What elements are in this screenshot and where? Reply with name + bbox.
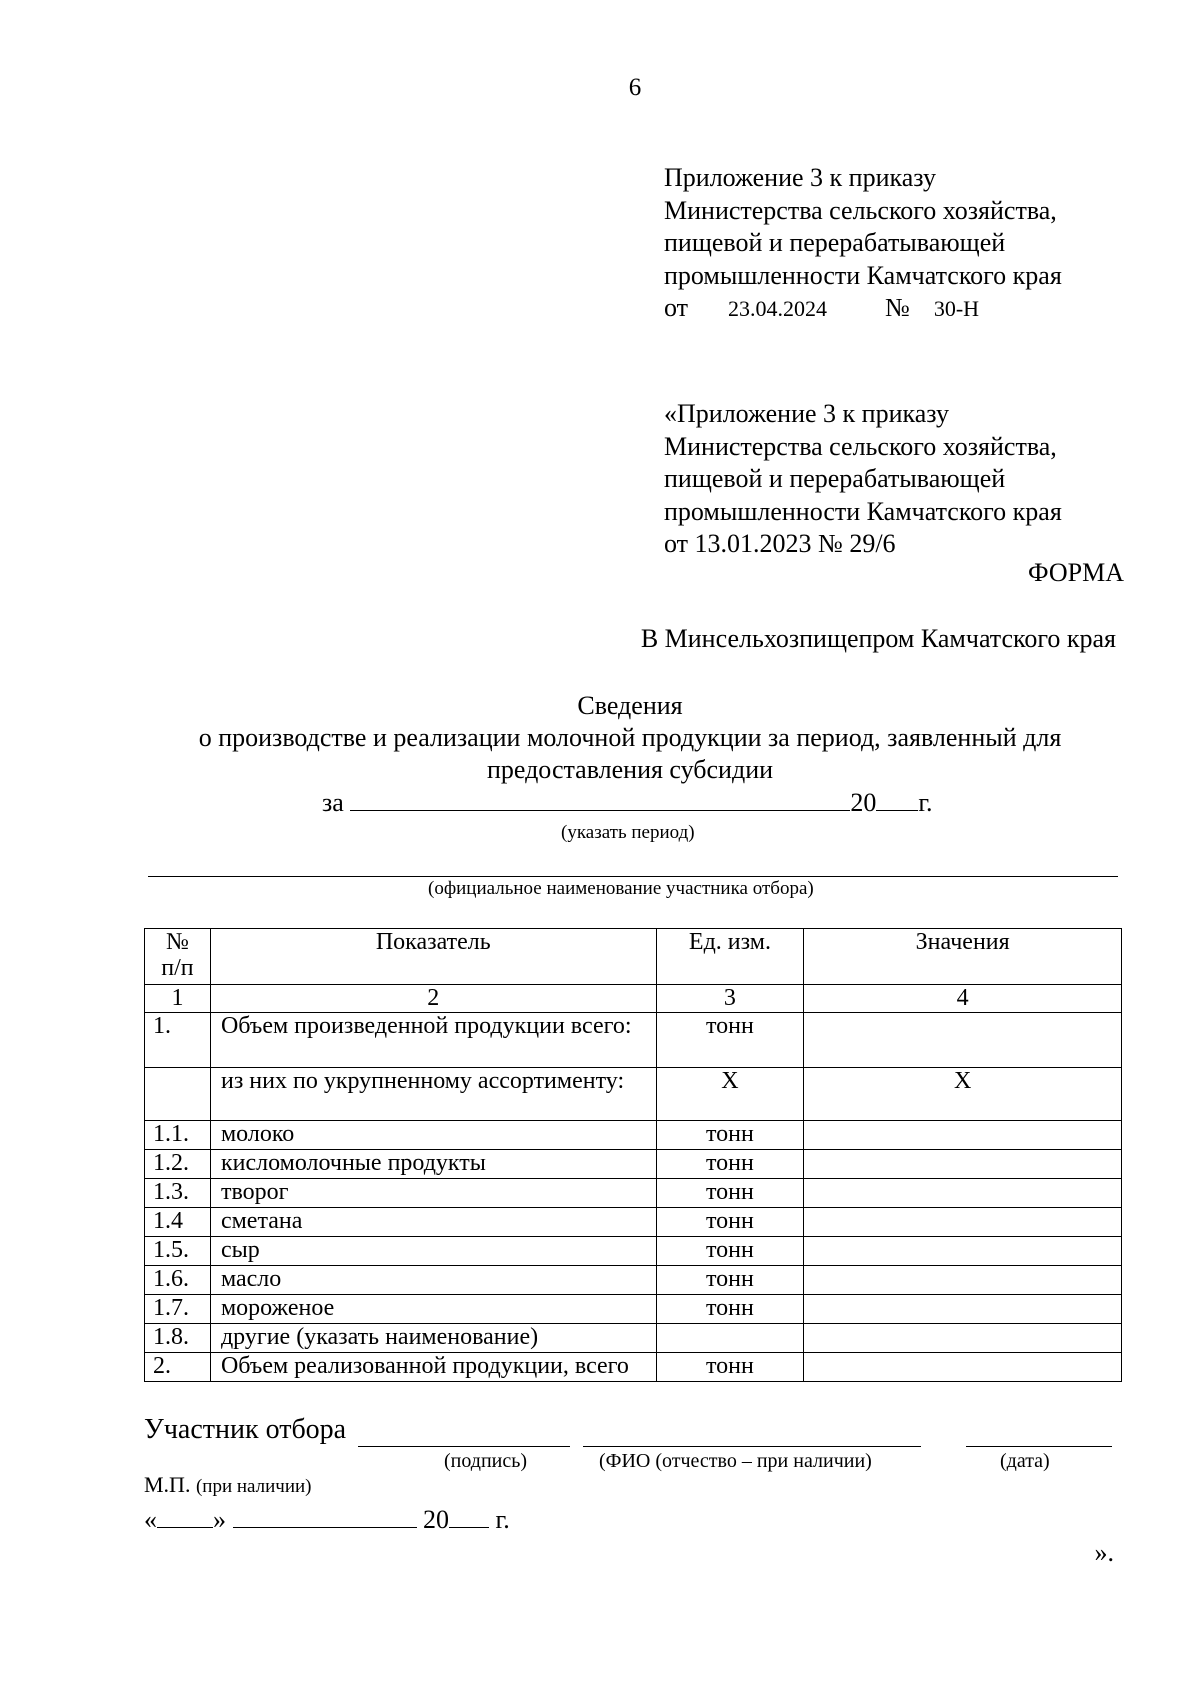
- signing-date-line: [144, 1505, 510, 1535]
- row-unit: тонн: [656, 1353, 804, 1382]
- stamp-place: [144, 1472, 312, 1498]
- page-number: 6: [628, 74, 642, 101]
- date-hint: (дата): [1000, 1450, 1050, 1472]
- order-date: 23.04.2024: [728, 296, 828, 321]
- table-row: [145, 1266, 1122, 1295]
- table-row: [145, 1208, 1122, 1237]
- row-unit: тонн: [656, 1237, 804, 1266]
- row-value-cell[interactable]: [804, 1121, 1122, 1150]
- number-sign: №: [885, 293, 910, 322]
- row-indicator: из них по укрупненному ассортименту:: [210, 1068, 656, 1121]
- row-indicator: Объем реализованной продукции, всего: [210, 1353, 656, 1382]
- signature-label: Участник отбора: [144, 1414, 347, 1445]
- order-number: 30-Н: [933, 296, 980, 321]
- row-unit: Х: [656, 1068, 804, 1121]
- row-indicator: творог: [210, 1179, 656, 1208]
- row-indicator: другие (указать наименование): [210, 1324, 656, 1353]
- header-cell-unit: Ед. изм.: [656, 929, 804, 985]
- day-blank-field[interactable]: [157, 1507, 213, 1528]
- month-blank-field[interactable]: [233, 1507, 417, 1528]
- closing-quote: ».: [1094, 1538, 1114, 1567]
- original-header-line: пищевой и перерабатывающей: [664, 464, 1006, 493]
- stamp-note: (при наличии): [195, 1476, 312, 1497]
- table-row: [145, 1295, 1122, 1324]
- row-indicator: мороженое: [210, 1295, 656, 1324]
- row-unit: тонн: [656, 1266, 804, 1295]
- row-value-cell[interactable]: [804, 1179, 1122, 1208]
- original-header-line: от 13.01.2023 № 29/6: [664, 529, 896, 558]
- order-header: [664, 162, 1144, 326]
- from-label: от: [664, 293, 689, 322]
- table-row: [145, 1121, 1122, 1150]
- row-value-cell[interactable]: [804, 1013, 1122, 1068]
- period-line: [322, 788, 933, 818]
- date-year-suffix: г.: [495, 1505, 510, 1534]
- name-blank-field[interactable]: [583, 1446, 921, 1447]
- header-number-line1: №: [166, 929, 189, 955]
- date-year-blank-field[interactable]: [449, 1507, 489, 1528]
- row-value-cell[interactable]: [804, 1237, 1122, 1266]
- row-value-cell[interactable]: [804, 1295, 1122, 1324]
- original-header: [664, 398, 1144, 561]
- table-row: [145, 1068, 1122, 1121]
- original-header-line: «Приложение 3 к приказу: [664, 399, 950, 428]
- signature-blank-field[interactable]: [358, 1446, 570, 1447]
- order-header-line: Приложение 3 к приказу: [664, 163, 937, 192]
- row-number: 1.4: [145, 1208, 211, 1237]
- table-row: [145, 1324, 1122, 1353]
- row-number: 1.1.: [145, 1121, 211, 1150]
- row-number: 1.5.: [145, 1237, 211, 1266]
- row-unit: тонн: [656, 1150, 804, 1179]
- table-row: [145, 1353, 1122, 1382]
- row-number: 1.3.: [145, 1179, 211, 1208]
- period-year-suffix: г.: [918, 788, 933, 817]
- date-year-prefix: 20: [423, 1505, 449, 1534]
- row-value-cell[interactable]: [804, 1208, 1122, 1237]
- original-header-line: промышленности Камчатского края: [664, 496, 1062, 526]
- row-indicator: молоко: [210, 1121, 656, 1150]
- header-cell-number: [145, 929, 211, 985]
- row-indicator: кисломолочные продукты: [210, 1150, 656, 1179]
- order-header-line: промышленности Камчатского края: [664, 260, 1062, 290]
- row-unit: тонн: [656, 1179, 804, 1208]
- column-number: 3: [656, 985, 804, 1013]
- row-indicator: сметана: [210, 1208, 656, 1237]
- original-header-line: Министерства сельского хозяйства,: [664, 431, 1057, 461]
- date-blank-field[interactable]: [966, 1446, 1112, 1447]
- column-number: 1: [145, 985, 211, 1013]
- row-unit: [656, 1324, 804, 1353]
- row-value-cell[interactable]: [804, 1150, 1122, 1179]
- period-prefix: за: [322, 788, 344, 817]
- order-header-line: Министерства сельского хозяйства,: [664, 195, 1057, 225]
- row-number: 2.: [145, 1353, 211, 1382]
- row-unit: тонн: [656, 1295, 804, 1324]
- row-value-cell: Х: [804, 1068, 1122, 1121]
- row-number: 1.2.: [145, 1150, 211, 1179]
- row-value-cell[interactable]: [804, 1353, 1122, 1382]
- row-value-cell[interactable]: [804, 1266, 1122, 1295]
- close-quote: »: [213, 1505, 226, 1534]
- row-unit: тонн: [656, 1013, 804, 1068]
- row-number: 1.: [145, 1013, 211, 1068]
- table-row: [145, 1179, 1122, 1208]
- row-indicator: масло: [210, 1266, 656, 1295]
- period-hint: (указать период): [561, 822, 695, 843]
- period-year-blank-field[interactable]: [876, 790, 918, 811]
- signature-hint: (подпись): [444, 1450, 528, 1472]
- order-number-line: [664, 292, 1144, 326]
- table-row: [145, 1013, 1122, 1068]
- period-year-prefix: 20: [850, 788, 877, 817]
- row-number: [145, 1068, 211, 1121]
- org-name-blank-field[interactable]: [148, 876, 1118, 877]
- row-number: 1.8.: [145, 1324, 211, 1353]
- column-number: 4: [804, 985, 1122, 1013]
- title-line: Сведения: [577, 691, 683, 720]
- header-number-line2: п/п: [161, 955, 194, 981]
- org-name-hint: (официальное наименование участника отбора): [428, 878, 814, 899]
- row-indicator: Объем произведенной продукции всего:: [210, 1013, 656, 1068]
- row-number: 1.7.: [145, 1295, 211, 1324]
- order-header-line: пищевой и перерабатывающей: [664, 228, 1006, 257]
- row-value-cell[interactable]: [804, 1324, 1122, 1353]
- row-number: 1.6.: [145, 1266, 211, 1295]
- header-cell-values: Значения: [804, 929, 1122, 985]
- document-title: [140, 690, 1120, 786]
- row-unit: тонн: [656, 1121, 804, 1150]
- title-line: о производстве и реализации молочной продукции за период, заявленный для: [198, 723, 1062, 752]
- name-hint: (ФИО (отчество – при наличии): [599, 1450, 872, 1472]
- addressee: В Минсельхозпищепром Камчатского края: [640, 624, 1116, 653]
- header-cell-indicator: Показатель: [210, 929, 656, 985]
- row-unit: тонн: [656, 1208, 804, 1237]
- row-indicator: сыр: [210, 1237, 656, 1266]
- table-header-row: [145, 929, 1122, 985]
- title-line: предоставления субсидии: [486, 755, 774, 784]
- table-row: [145, 1237, 1122, 1266]
- production-table: [144, 928, 1122, 1382]
- form-label: ФОРМА: [1028, 558, 1124, 587]
- column-number: 2: [210, 985, 656, 1013]
- open-quote: «: [144, 1505, 157, 1534]
- stamp-label: М.П.: [144, 1472, 191, 1497]
- column-number-row: [145, 985, 1122, 1013]
- period-blank-field[interactable]: [350, 790, 850, 811]
- table-row: [145, 1150, 1122, 1179]
